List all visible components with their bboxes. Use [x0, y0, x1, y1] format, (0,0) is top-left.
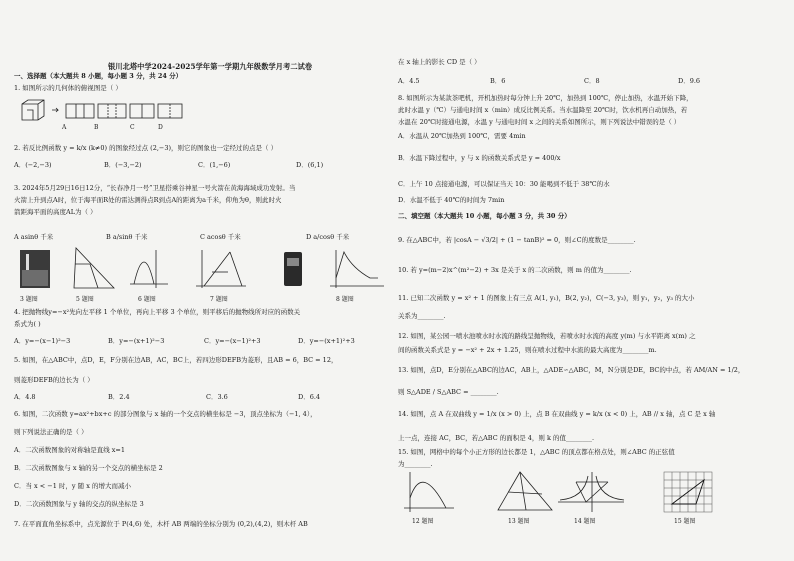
left-column: [14, 0, 392, 561]
q7-option-b: B．6: [490, 77, 506, 85]
q5-options: [14, 392, 392, 400]
question-11-line-1: 11. 已知二次函数 y = x² + 1 的图象上有三点 A(1, y₁)，B(2, y₂)，C(−3, y₃)，则 y₁，y₂，y₃ 的大小: [398, 294, 695, 302]
q8-option-b: B．水温下降过程中，y 与 x 的函数关系式是 y = 400/x: [398, 154, 561, 162]
q8-option-c: C．上午 10 点接通电源，可以保证当天 10：30 能喝到不低于 38℃的水: [398, 180, 610, 188]
question-8-line-2: 此时水温 y（℃）与通电时间 x（min）成反比例关系。当水温降至 20℃时，饮水机再自动加热，若: [398, 106, 688, 114]
section-2-heading: 二、填空题（本大题共 10 小题，每小题 3 分，共 30 分）: [398, 212, 571, 220]
q4-option-b: B．y=−(x+1)²−3: [108, 337, 165, 345]
fig-6-caption: 6 题图: [138, 296, 156, 303]
q2-option-b: B．(−3,−2): [104, 161, 142, 169]
fig-14-caption: 14 题图: [574, 518, 596, 525]
question-6-line-1: 6. 如图，二次函数 y=ax²+bx+c 的部分图象与 x 轴的一个交点的横坐标是 −3，顶点坐标为（−1, 4），: [14, 410, 317, 418]
bottom-figure-row: [402, 468, 782, 514]
q1-option-c-label: C: [130, 124, 135, 131]
fig-13-caption: 13 题图: [508, 518, 530, 525]
question-6-line-2: 则下列说法正确的是（ ）: [14, 428, 88, 436]
q3-option-b: B a/sinθ 千米: [106, 233, 148, 241]
question-14-line-2: 上一点，连接 AC，BC，若△ABC 的面积是 4，则 k 的值________.: [398, 434, 595, 442]
q6-option-d: D．二次函数图象与 y 轴的交点的纵坐标是 3: [14, 500, 144, 508]
q6-option-a: A．二次函数图象的对称轴是直线 x=1: [14, 446, 126, 454]
q8-option-d: D．水温不低于 40℃的时间为 7min: [398, 196, 505, 204]
q1-option-d-label: D: [158, 124, 163, 131]
question-8-line-1: 8. 如图所示为某款茶吧机，开机加热时每分钟上升 20℃，加热到 100℃，停止加热，水温开始下降，: [398, 94, 693, 102]
q2-option-d: D．(6,1): [296, 161, 324, 169]
q3-option-d: D a/cosθ 千米: [306, 233, 350, 241]
q4-option-d: D．y=−(x+1)²+3: [298, 337, 355, 345]
question-11-line-2: 关系为________.: [398, 312, 446, 320]
question-15-line-2: 为________.: [398, 460, 433, 468]
fig-3-caption: 3 题图: [20, 296, 38, 303]
q3-option-c: C acosθ 千米: [200, 233, 241, 241]
question-15-line-1: 15. 如图，网格中的每个小正方形的边长都是 1，△ABC 的顶点都在格点处，则∠ABC 的正弦值: [398, 448, 675, 456]
question-3-line-1: 3. 2024年5月29日16日12分，“长春净月一号”卫星搭乘谷神星一号火箭在黄海海域成功发射。当: [14, 184, 296, 192]
fig-8-caption: 8 题图: [336, 296, 354, 303]
question-7-continued: 在 x 轴上的影长 CD 是（ ）: [398, 58, 481, 66]
question-5-line-1: 5. 如图，在△ABC中，点D，E，F分别在边AB，AC，BC上，若四边形DEFB为菱形，且AB = 6，BC = 12，: [14, 356, 338, 364]
fig-7-caption: 7 题图: [210, 296, 228, 303]
section-1-heading: 一、选择题（本大题共 8 小题，每小题 3 分，共 24 分）: [14, 72, 183, 80]
q3-option-a: A asinθ 千米: [14, 233, 54, 241]
q4-option-c: C．y=−(x−1)²+3: [204, 337, 261, 345]
figure-row: [18, 244, 390, 292]
question-13-line-1: 13. 如图，点D，E分别在△ABC的边AC，AB上，△ADE∽△ABC，M，N分别是DE，BC的中点，若 AM/AN = 1/2，: [398, 366, 745, 374]
q7-option-c: C．8: [584, 77, 600, 85]
q2-option-c: C．(1,−6): [198, 161, 231, 169]
q7-option-d: D．9.6: [678, 77, 701, 85]
q1-option-a-label: A: [62, 124, 67, 131]
question-10: 10. 若 y=(m−2)x^(m²−2) + 3x 是关于 x 的二次函数，则 m 的值为________.: [398, 266, 632, 274]
question-2: 2. 若反比例函数 y = k/x (k≠0) 的图象经过点 (2,−3)，则它的图象也一定经过的点是（ ）: [14, 144, 278, 152]
right-column: [398, 0, 784, 561]
q1-option-b-label: B: [94, 124, 99, 131]
question-5-line-2: 则菱形DEFB的边长为（ ）: [14, 376, 94, 384]
fig-12-caption: 12 题图: [412, 518, 434, 525]
question-14-line-1: 14. 如图，点 A 在双曲线 y = 1/x (x > 0) 上，点 B 在双曲线 y = k/x (x < 0) 上，AB // x 轴，点 C 是 x 轴: [398, 410, 716, 418]
question-12-line-2: 间的函数关系式是 y = −x² + 2x + 1.25，则在喷水过程中水流的最大高度为________m.: [398, 346, 657, 354]
fig-15-caption: 15 题图: [674, 518, 696, 525]
question-7: 7. 在平面直角坐标系中，点光源位于 P(4,6) 处，木杆 AB 两端的坐标分别为 (0,2),(4,2)，则木杆 AB: [14, 520, 308, 528]
q7-option-a: A．4.5: [398, 77, 420, 85]
question-12-line-1: 12. 如图，某公园一喷水池喷水时水流的路线呈抛物线，若喷水时水流的高度 y(m) 与水平距离 x(m) 之: [398, 332, 696, 340]
q6-option-b: B．二次函数图象与 x 轴的另一个交点的横坐标是 2: [14, 464, 163, 472]
exam-title: 银川北塔中学2024-2025学年第一学期九年级数学月考二试卷: [108, 62, 313, 71]
question-9: 9. 在△ABC中，若 |cosA − √3/2| + (1 − tanB)² = 0，则∠C的度数是________.: [398, 236, 636, 244]
question-3-line-2: 火箭上升到点A时，位于海平面R处的雷达测得点R到点A的距离为a千米，仰角为θ，则此时火: [14, 196, 282, 204]
question-3-line-3: 箭距海平面的高度AL为（ ）: [14, 208, 97, 216]
question-4-line-1: 4. 把抛物线y=−x²先向左平移 1 个单位，再向上平移 3 个单位，则平移后的抛物线所对应的函数关: [14, 308, 301, 316]
q7-options: [398, 76, 784, 84]
q5-option-d: D．6.4: [298, 393, 321, 401]
question-4-line-2: 系式为( ): [14, 320, 41, 328]
q4-option-a: A．y=−(x−1)²−3: [14, 337, 71, 345]
q5-option-a: A．4.8: [14, 393, 36, 401]
question-1: 1. 如图所示的几何体的俯视图是（ ）: [14, 84, 122, 92]
q1-figures: [18, 96, 188, 126]
question-13-line-2: 则 S△ADE / S△ABC = ________.: [398, 388, 499, 396]
q3-options: [14, 232, 392, 242]
fig-5-caption: 5 题图: [76, 296, 94, 303]
q2-options: [14, 160, 392, 168]
q4-options: [14, 336, 392, 344]
q6-option-c: C．当 x < −1 时，y 随 x 的增大而减小: [14, 482, 131, 490]
question-8-line-3: 水温在 20℃时接通电源，水温 y 与通电时间 x 之间的关系如图所示，则下列说法中错误的是（ ）: [398, 118, 681, 126]
q2-option-a: A．(−2,−3): [14, 161, 52, 169]
q5-option-b: B．2.4: [108, 393, 130, 401]
q8-option-a: A．水温从 20℃加热到 100℃，需要 4min: [398, 132, 526, 140]
q5-option-c: C．3.6: [206, 393, 228, 401]
